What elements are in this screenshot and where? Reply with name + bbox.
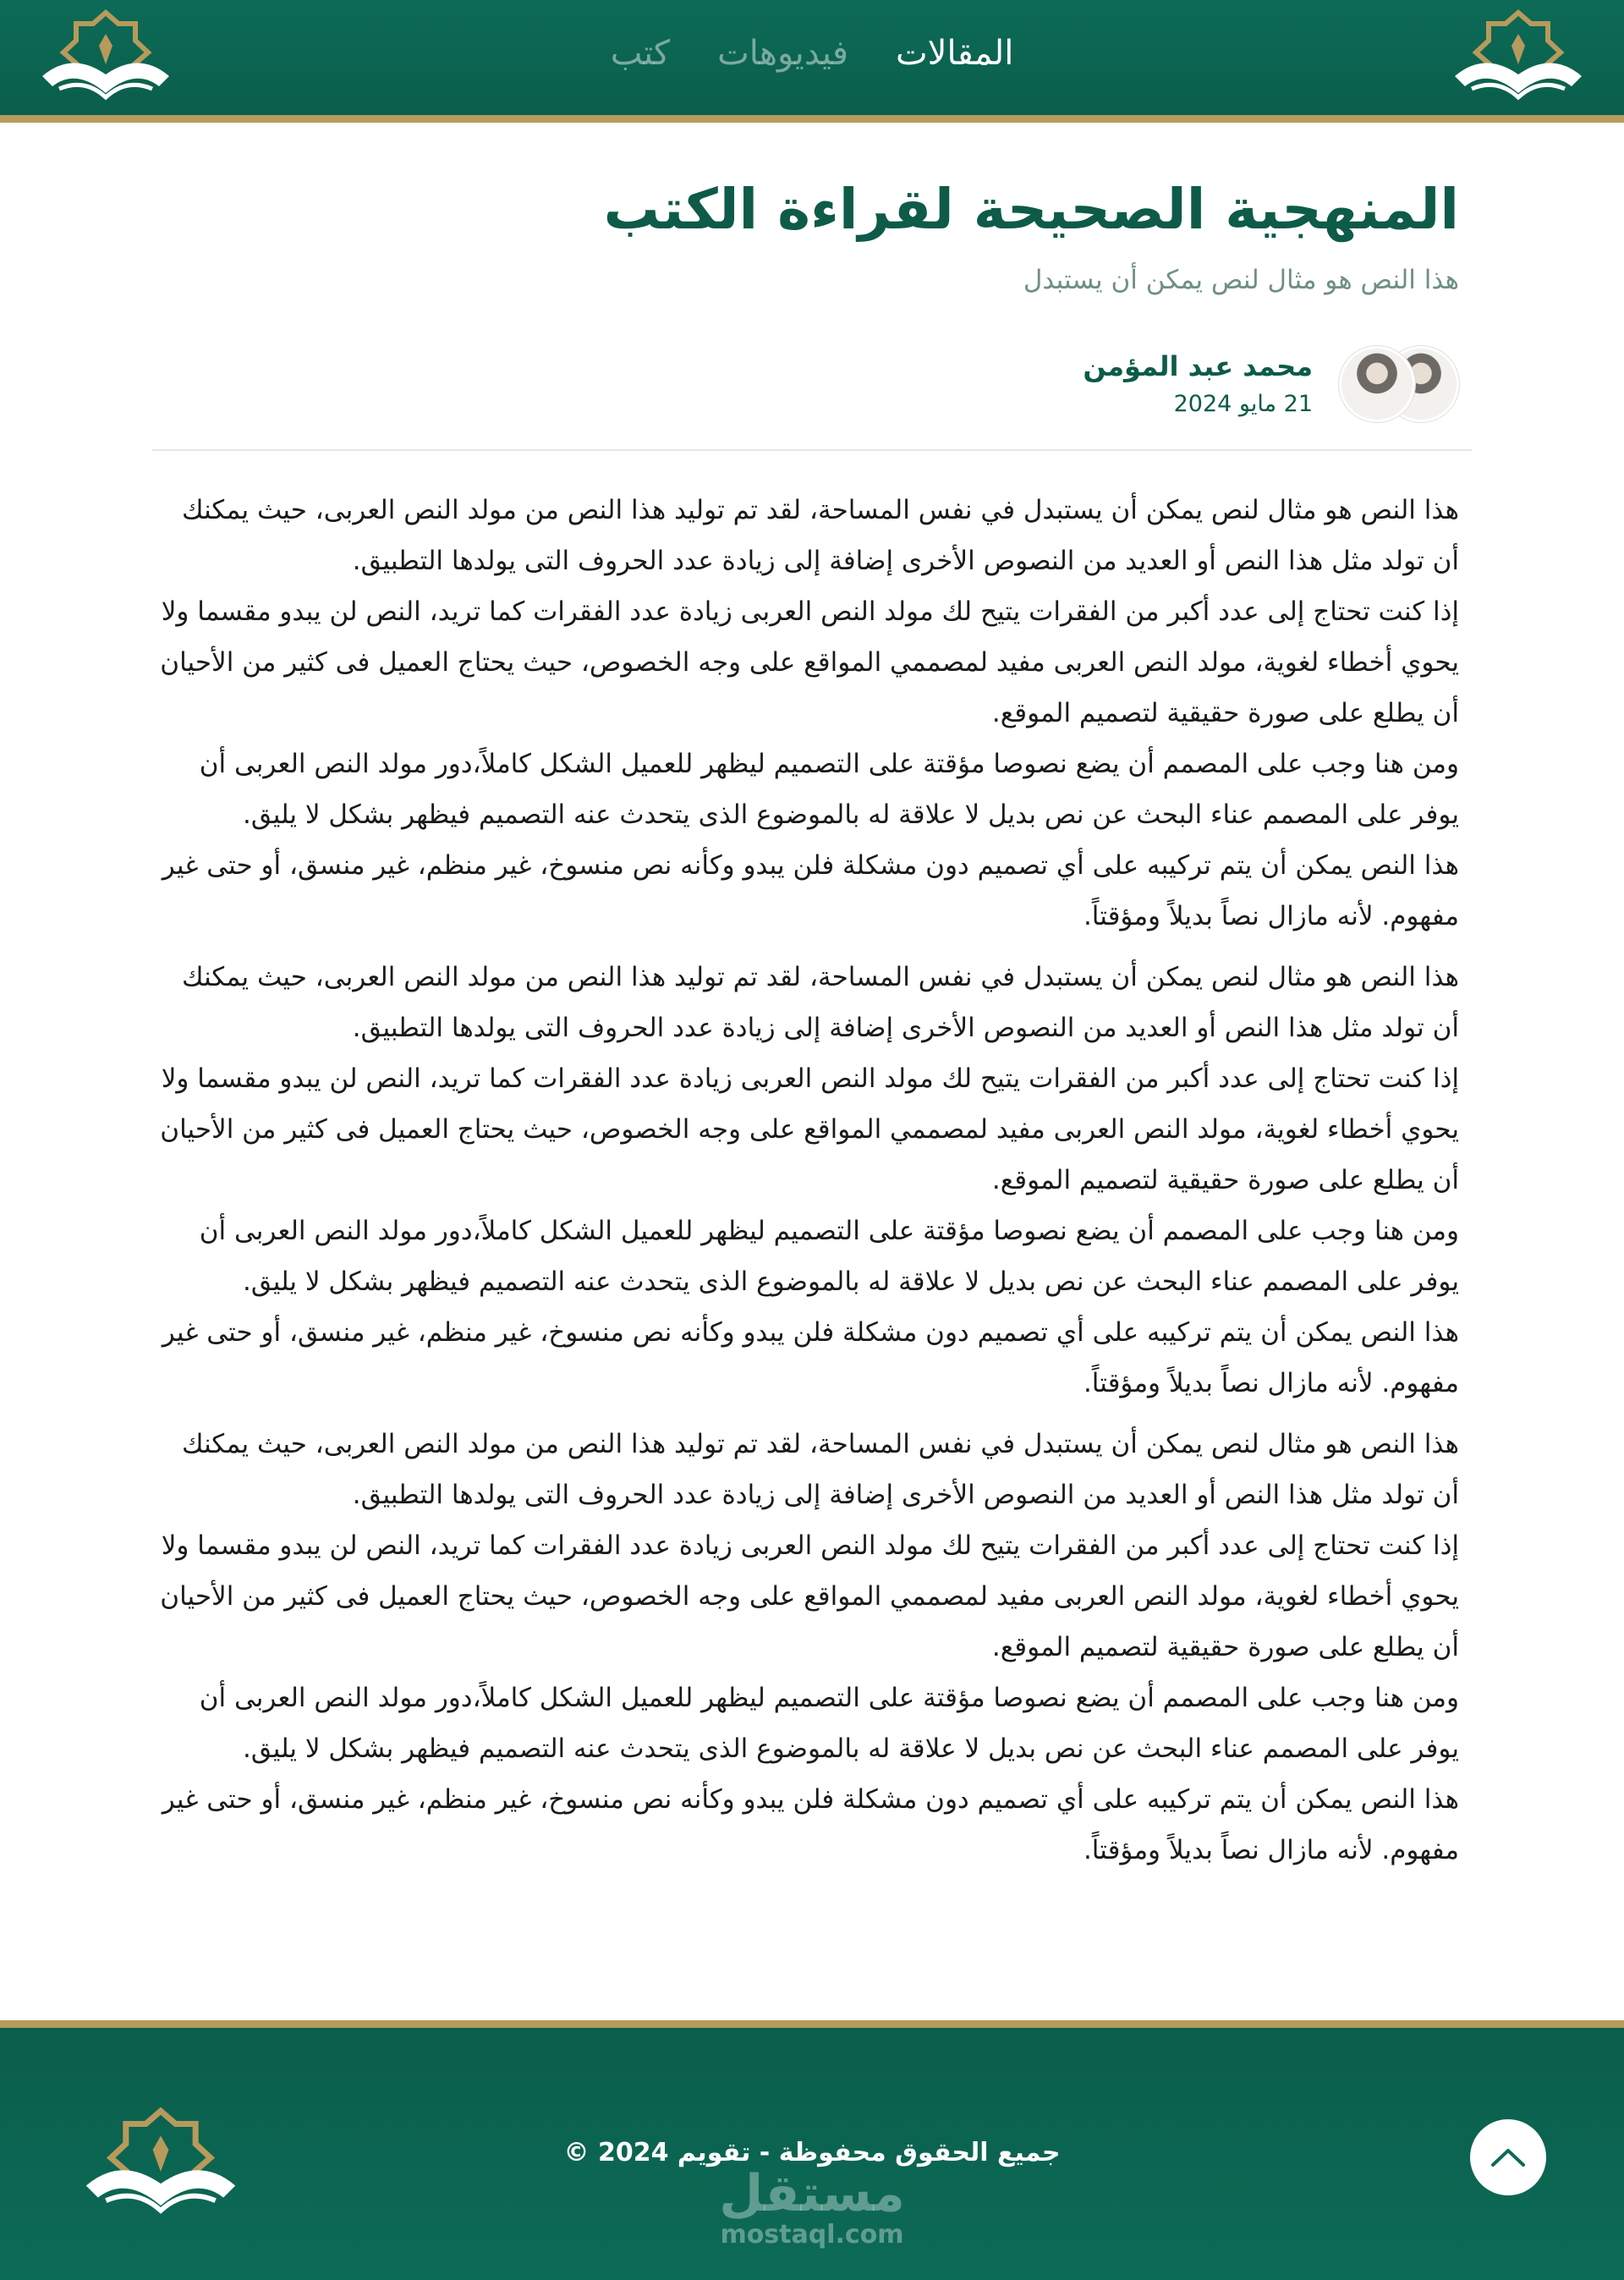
paragraph: هذا النص يمكن أن يتم تركيبه على أي تصميم دون مشكلة فلن يبدو وكأنه نص منسوخ، غير منظم، غير منسق، أو حتى غير مفهوم. لأنه مازال نصاً بديلاً ومؤقتاً. [162, 1783, 1459, 1865]
article [152, 173, 1459, 1876]
paragraph: هذا النص هو مثال لنص يمكن أن يستبدل في نفس المساحة، لقد تم توليد هذا النص من مولد النص العربى، حيث يمكنك أن تولد مثل هذا النص أو العديد من النصوص الأخرى إضافة إلى زيادة عدد الحروف التى يولدها التطبيق. [181, 1428, 1459, 1510]
article-title: المنهجية الصحيحة لقراءة الكتب [603, 177, 1459, 242]
watermark-ar: مستقل [719, 2164, 905, 2223]
paragraph: ومن هنا وجب على المصمم أن يضع نصوصا مؤقتة على التصميم ليظهر للعميل الشكل كاملاً،دور مولد النص العربى أن يوفر على المصمم عناء البحث عن نص بديل لا علاقة له بالموضوع الذى يتحدث عنه التصميم فيظهر بشكل لا يليق. [199, 1215, 1459, 1297]
copyright-text: جميع الحقوق محفوظة - تقويم 2024 © [563, 2138, 1061, 2167]
site-header [0, 0, 1624, 123]
main-nav [0, 34, 1624, 73]
paragraph: ومن هنا وجب على المصمم أن يضع نصوصا مؤقتة على التصميم ليظهر للعميل الشكل كاملاً،دور مولد النص العربى أن يوفر على المصمم عناء البحث عن نص بديل لا علاقة له بالموضوع الذى يتحدث عنه التصميم فيظهر بشكل لا يليق. [199, 1682, 1459, 1764]
paragraph: هذا النص يمكن أن يتم تركيبه على أي تصميم دون مشكلة فلن يبدو وكأنه نص منسوخ، غير منظم، غير منسق، أو حتى غير مفهوم. لأنه مازال نصاً بديلاً ومؤقتاً. [162, 849, 1459, 931]
paragraph: هذا النص هو مثال لنص يمكن أن يستبدل في نفس المساحة، لقد تم توليد هذا النص من مولد النص العربى، حيث يمكنك أن تولد مثل هذا النص أو العديد من النصوص الأخرى إضافة إلى زيادة عدد الحروف التى يولدها التطبيق. [181, 494, 1459, 576]
author-block [152, 346, 1459, 422]
scroll-to-top-button[interactable] [1470, 2119, 1546, 2195]
paragraph: هذا النص يمكن أن يتم تركيبه على أي تصميم دون مشكلة فلن يبدو وكأنه نص منسوخ، غير منظم، غير منسق، أو حتى غير مفهوم. لأنه مازال نصاً بديلاً ومؤقتاً. [162, 1316, 1459, 1398]
paragraph: ومن هنا وجب على المصمم أن يضع نصوصا مؤقتة على التصميم ليظهر للعميل الشكل كاملاً،دور مولد النص العربى أن يوفر على المصمم عناء البحث عن نص بديل لا علاقة له بالموضوع الذى يتحدث عنه التصميم فيظهر بشكل لا يليق. [199, 748, 1459, 830]
paragraph: إذا كنت تحتاج إلى عدد أكبر من الفقرات يتيح لك مولد النص العربى زيادة عدد الفقرات كما تريد، النص لن يبدو مقسما ولا يحوي أخطاء لغوية، مولد النص العربى مفيد لمصممي المواقع على وجه الخصوص، حيث يحتاج العميل فى كثير من الأحيان أن يطلع على صورة حقيقية لتصميم الموقع. [160, 1063, 1459, 1195]
author-name[interactable]: محمد عبد المؤمن [1083, 350, 1313, 383]
avatar[interactable] [1339, 346, 1415, 422]
paragraph: هذا النص هو مثال لنص يمكن أن يستبدل في نفس المساحة، لقد تم توليد هذا النص من مولد النص العربى، حيث يمكنك أن تولد مثل هذا النص أو العديد من النصوص الأخرى إضافة إلى زيادة عدد الحروف التى يولدها التطبيق. [181, 961, 1459, 1043]
site-footer [0, 2020, 1624, 2280]
watermark-en: mostaql.com [720, 2220, 904, 2250]
watermark [0, 2164, 1624, 2250]
paragraph: إذا كنت تحتاج إلى عدد أكبر من الفقرات يتيح لك مولد النص العربى زيادة عدد الفقرات كما تريد، النص لن يبدو مقسما ولا يحوي أخطاء لغوية، مولد النص العربى مفيد لمصممي المواقع على وجه الخصوص، حيث يحتاج العميل فى كثير من الأحيان أن يطلع على صورة حقيقية لتصميم الموقع. [160, 596, 1459, 728]
nav-item-videos[interactable]: فيديوهات [717, 34, 848, 73]
nav-item-books[interactable]: كتب [610, 34, 671, 73]
publish-date: 21 مايو 2024 [1173, 391, 1313, 418]
nav-item-articles[interactable]: المقالات [896, 34, 1014, 73]
author-avatars [1336, 346, 1459, 422]
author-info [1083, 350, 1313, 417]
article-subtitle: هذا النص هو مثال لنص يمكن أن يستبدل [1023, 264, 1459, 295]
divider [152, 449, 1472, 451]
paragraph: إذا كنت تحتاج إلى عدد أكبر من الفقرات يتيح لك مولد النص العربى زيادة عدد الفقرات كما تريد، النص لن يبدو مقسما ولا يحوي أخطاء لغوية، مولد النص العربى مفيد لمصممي المواقع على وجه الخصوص، حيث يحتاج العميل فى كثير من الأحيان أن يطلع على صورة حقيقية لتصميم الموقع. [160, 1530, 1459, 1662]
article-body [152, 485, 1459, 1876]
chevron-up-icon [1490, 2146, 1527, 2168]
